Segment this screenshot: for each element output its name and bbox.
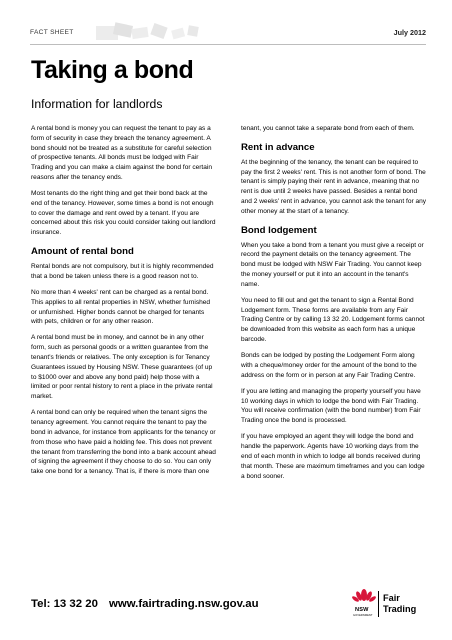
- paragraph: At the beginning of the tenancy, the tenant can be required to pay the first 2 weeks' rent. This is not another form of bond. The tenant is simply paying their rent in advance, meaning that no rent is due until 2 weeks have passed. Besides a rental bond and 2 weeks' rent in advance, you cannot ask the tenant for any other money at the start of a tenancy.: [241, 158, 427, 215]
- header-decoration: [88, 22, 208, 44]
- paragraph: A rental bond is money you can request the tenant to pay as a form of security in case they breach the tenancy agreement. A bond should not be treated as a substitute for careful selection of prospective tenants. All bonds must be lodged with Fair Trading and you can make a claim against the bond for certain reasons after the tenancy ends.: [31, 125, 212, 181]
- logo-trading-text: Trading: [383, 604, 417, 614]
- logo-nsw-text: NSW: [355, 607, 369, 613]
- nsw-fair-trading-logo: [350, 585, 430, 621]
- paragraph: tenant, you cannot take a separate bond from each of them.: [241, 125, 415, 132]
- publication-date: July 2012: [393, 28, 426, 37]
- logo-fair-text: Fair: [383, 593, 400, 603]
- fact-sheet-label: FACT SHEET: [30, 29, 74, 36]
- paragraph: Most tenants do the right thing and get their bond back at the end of the tenancy. However, some times a bond is not enough to cover the damage and rent owed by a tenant. If you are concerned about this risk you could consider taking out landlord insurance.: [31, 190, 216, 237]
- page-subtitle: Information for landlords: [31, 97, 163, 111]
- footer-phone: Tel: 13 32 20: [31, 598, 98, 610]
- paragraph: You need to fill out and get the tenant to sign a Rental Bond Lodgement form. These forms are available from any Fair Trading Centre or by calling 13 32 20. Lodgement forms cannot be downloaded from this website as each form has a unique barcode.: [241, 296, 425, 344]
- left-column: [31, 124, 217, 483]
- logo-divider: [378, 591, 379, 617]
- paragraph: Rental bonds are not compulsory, but it is highly recommended that a bond be taken unless there is a good reason not to.: [31, 263, 214, 280]
- page-title: Taking a bond: [31, 56, 194, 84]
- header-strip: [30, 22, 426, 45]
- paragraph: Bonds can be lodged by posting the Lodgement Form along with a cheque/money order for the amount of the bond to the address on the form or in person at any Fair Trading Centre.: [241, 352, 417, 379]
- section-heading-amount: Amount of rental bond: [31, 246, 134, 258]
- paragraph: A rental bond can only be required when the tenant signs the tenancy agreement. You cannot require the tenant to pay the bond in advance, for instance from applicants for the tenancy or from those who have paid a holding fee. This does not prevent the tenant from transferring the bond into a bank account ahead of signing the agreement if they choose to do so. You can only take one bond for a tenancy. That is, if there is more than one: [31, 409, 216, 476]
- paragraph: When you take a bond from a tenant you must give a receipt or record the payment details on the tenancy agreement. The bond must be lodged with NSW Fair Trading. You cannot keep the money yourself or put it into an account in the tenant's name.: [241, 241, 424, 288]
- section-heading-rent: Rent in advance: [241, 141, 315, 153]
- logo-government-text: GOVERNMENT: [353, 614, 373, 617]
- footer-website-link[interactable]: www.fairtrading.nsw.gov.au: [109, 598, 259, 610]
- section-heading-lodgement: Bond lodgement: [241, 224, 317, 236]
- paragraph: If you are letting and managing the property yourself you have 10 working days in which to lodge the bond with Fair Trading. You will receive confirmation (with the bond number) from Fair Trading once the bond is processed.: [241, 387, 421, 425]
- paragraph: A rental bond must be in money, and cannot be in any other form, such as personal goods or a written guarantee from the tenant's friends or relatives. The only exception is for Tenancy Guarantees issued by Housing NSW. These guarantees (of up to $1000 over and above any bond paid) help those with a limited or poor rental history to rent a place in the private rental market.: [31, 334, 213, 401]
- paragraph: If you have employed an agent they will lodge the bond and handle the paperwork. Agents have 10 working days from the end of each month in which to lodge all bonds received during that month. These are maximum timeframes and you can lodge a bond sooner.: [241, 433, 425, 480]
- right-column: [241, 124, 427, 488]
- paragraph: No more than 4 weeks' rent can be charged as a rental bond. This applies to all rental properties in NSW, whether furnished or unfurnished. Higher bonds cannot be charged for tenants with pets, children or for any other reason.: [31, 288, 211, 326]
- waratah-icon: [350, 585, 378, 609]
